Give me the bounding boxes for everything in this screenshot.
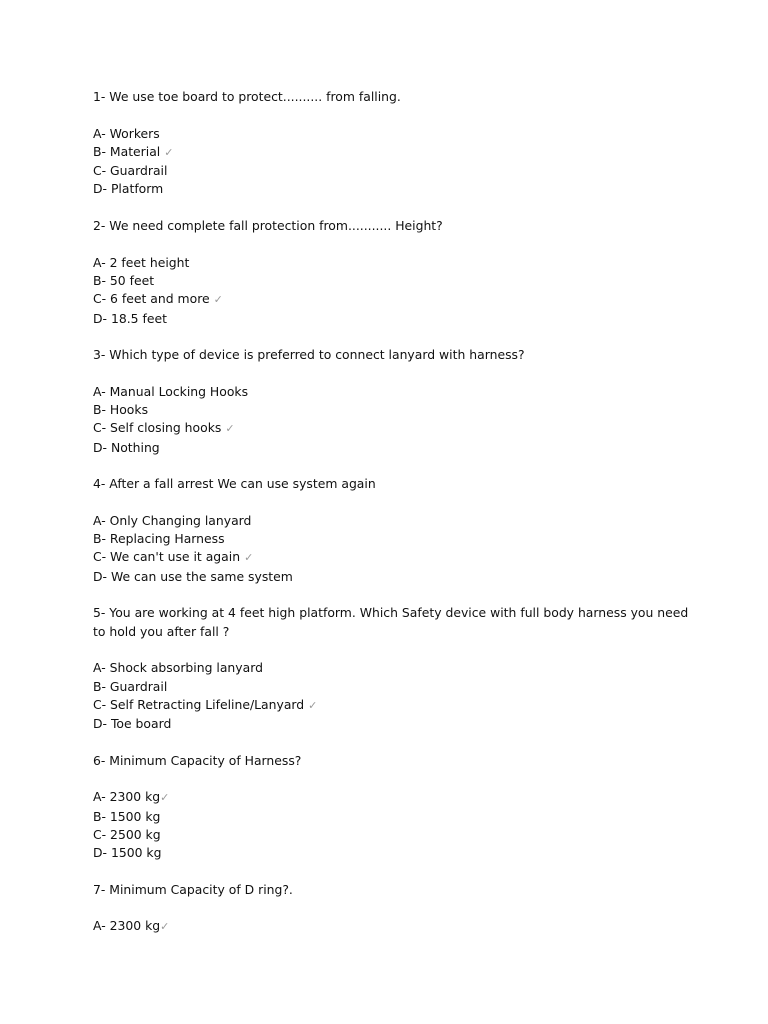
option-text: A- Manual Locking Hooks	[93, 383, 249, 399]
option-item	[93, 162, 693, 180]
option-item	[93, 826, 693, 844]
question-block-6	[93, 752, 693, 863]
option-item	[93, 530, 693, 548]
option-item	[93, 272, 693, 290]
option-item	[93, 512, 693, 530]
question-block-2	[93, 217, 693, 328]
question-text: 3- Which type of device is preferred to connect lanyard with harness?	[93, 347, 525, 363]
option-text: B- Replacing Harness	[93, 531, 225, 547]
option-text: D- Platform	[93, 181, 164, 197]
question-block-7	[93, 881, 693, 937]
option-text: B- Hooks	[93, 402, 149, 418]
option-item	[93, 548, 693, 567]
option-item	[93, 180, 693, 198]
question-block-1	[93, 88, 693, 199]
option-text: A- 2300 kg	[93, 789, 161, 805]
option-item	[93, 310, 693, 328]
question-text: 6- Minimum Capacity of Harness?	[93, 752, 302, 768]
option-text: B- 1500 kg	[93, 808, 161, 824]
option-text: D- Nothing	[93, 439, 160, 455]
option-list	[93, 125, 693, 199]
option-list	[93, 788, 693, 862]
option-text: D- 18.5 feet	[93, 310, 167, 326]
question-text: 2- We need complete fall protection from........... Height?	[93, 218, 443, 234]
option-text: C- Self closing hooks	[93, 420, 222, 436]
option-text: C- Self Retracting Lifeline/Lanyard	[93, 696, 305, 712]
option-text: B- Material	[93, 143, 161, 159]
option-text: A- 2300 kg	[93, 918, 161, 934]
option-text: D- 1500 kg	[93, 845, 162, 861]
question-text: 1- We use toe board to protect.......... from falling.	[93, 89, 401, 104]
question-text: 4- After a fall arrest We can use system again	[93, 476, 376, 492]
option-item	[93, 659, 693, 677]
option-item	[93, 568, 693, 586]
option-item	[93, 254, 693, 272]
option-text: C- Guardrail	[93, 163, 168, 179]
option-text: C- We can't use it again	[93, 549, 241, 565]
checkmark-icon: ✓	[213, 293, 223, 307]
option-text: A- 2 feet height	[93, 254, 190, 270]
option-item	[93, 383, 693, 401]
checkmark-icon: ✓	[160, 920, 170, 934]
document-page	[93, 88, 693, 955]
checkmark-icon: ✓	[244, 551, 254, 565]
option-list	[93, 254, 693, 328]
option-text: D- We can use the same system	[93, 568, 293, 584]
option-list	[93, 917, 693, 936]
option-item	[93, 715, 693, 733]
option-text: A- Shock absorbing lanyard	[93, 660, 263, 676]
checkmark-icon: ✓	[225, 422, 235, 436]
option-list	[93, 512, 693, 586]
option-item	[93, 125, 693, 143]
question-block-3	[93, 346, 693, 457]
option-list	[93, 383, 693, 457]
question-block-5	[93, 604, 693, 733]
question-text: 7- Minimum Capacity of D ring?.	[93, 881, 293, 897]
checkmark-icon: ✓	[308, 698, 318, 712]
option-text: B- 50 feet	[93, 272, 155, 288]
option-text: A- Workers	[93, 125, 160, 141]
option-item	[93, 439, 693, 457]
option-item	[93, 788, 693, 807]
option-item	[93, 678, 693, 696]
option-item	[93, 143, 693, 162]
option-text: D- Toe board	[93, 716, 172, 732]
checkmark-icon: ✓	[164, 145, 174, 159]
question-text: 5- You are working at 4 feet high platform. Which Safety device with full body harness you need to hold you after fall ?	[93, 605, 689, 639]
option-item	[93, 808, 693, 826]
option-text: B- Guardrail	[93, 678, 168, 694]
option-text: A- Only Changing lanyard	[93, 512, 252, 528]
option-item	[93, 844, 693, 862]
option-item	[93, 917, 693, 936]
checkmark-icon: ✓	[160, 791, 170, 805]
option-list	[93, 659, 693, 733]
option-text: C- 6 feet and more	[93, 291, 210, 307]
option-item	[93, 696, 693, 715]
option-item	[93, 401, 693, 419]
option-item	[93, 419, 693, 438]
question-block-4	[93, 475, 693, 586]
option-item	[93, 290, 693, 309]
option-text: C- 2500 kg	[93, 826, 161, 842]
